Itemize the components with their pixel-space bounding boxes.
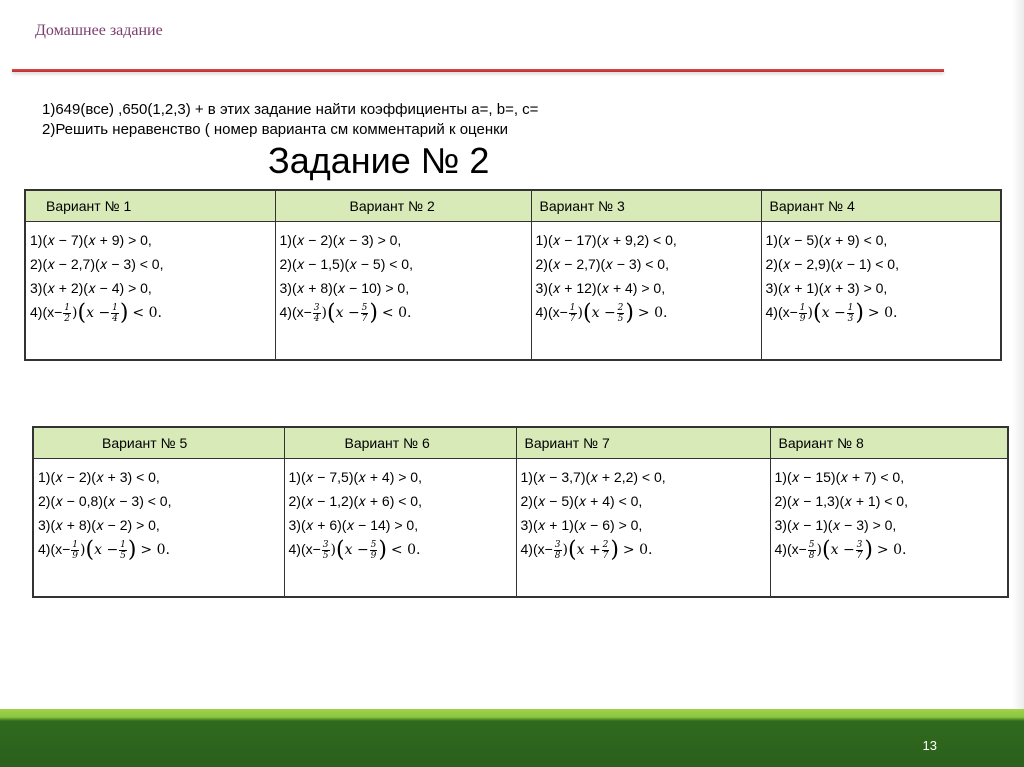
fraction: $\frac{2}{7}$ (602, 539, 609, 561)
eq4-prefix: 4)(x− (288, 541, 321, 557)
inequality-1: 1)(𝑥 − 17)(𝑥 + 9,2) < 0, (535, 232, 677, 248)
inequality-2: 2)(𝑥 − 5)(𝑥 + 4) < 0, (520, 493, 643, 509)
table-header-row (33, 427, 1008, 459)
eq4-prefix: 4)(x− (279, 304, 312, 320)
eq4-mid: 𝑥 − (335, 305, 360, 321)
fraction: $\frac{3}{7}$ (856, 539, 863, 561)
footer-bar (0, 709, 1024, 767)
eq4-prefix: 4)(x− (30, 304, 63, 320)
variant-header: Вариант № 1 (25, 190, 275, 222)
eq4-suffix: > 0. (622, 542, 653, 558)
variant-cell (275, 222, 531, 360)
variant-cell (33, 459, 284, 597)
inequality-4: 4)(x− $\frac{1}{9}$ )(𝑥 − $\frac{1}{3}$ ) > 0. (765, 300, 898, 326)
inequality-2: 2)(𝑥 − 1,5)(𝑥 − 5) < 0, (279, 256, 413, 272)
inequality-2: 2)(𝑥 − 0,8)(𝑥 − 3) < 0, (38, 493, 172, 509)
variant-header: Вариант № 4 (761, 190, 1001, 222)
variants-table-top (24, 189, 1002, 361)
eq4-prefix: 4)(x− (765, 304, 798, 320)
inequality-1: 1)(𝑥 − 7)(𝑥 + 9) > 0, (30, 232, 152, 248)
eq4-suffix: > 0. (867, 305, 898, 321)
eq4-suffix: < 0. (381, 305, 412, 321)
eq4-mid: 𝑥 − (94, 542, 119, 558)
variant-header: Вариант № 8 (770, 427, 1008, 459)
inequality-4: 4)(x− $\frac{1}{9}$ )(𝑥 − $\frac{1}{5}$ ) > 0. (38, 537, 170, 563)
fraction: $\frac{1}{4}$ (112, 302, 118, 324)
eq4-suffix: < 0. (390, 542, 421, 558)
variant-cell (770, 459, 1008, 597)
eq4-suffix: > 0. (637, 305, 668, 321)
eq4-mid: 𝑥 + (576, 542, 601, 558)
inequality-3: 3)(𝑥 + 2)(𝑥 − 4) > 0, (30, 280, 152, 296)
variant-cell (531, 222, 761, 360)
inequality-3: 3)(𝑥 − 1)(𝑥 − 3) > 0, (774, 517, 897, 533)
inequality-4: 4)(x− $\frac{1}{7}$ )(𝑥 − $\frac{2}{5}$ ) > 0. (535, 300, 668, 326)
table-header-row (25, 190, 1001, 222)
eq4-suffix: < 0. (132, 305, 162, 321)
page-number: 13 (922, 738, 937, 753)
eq4-prefix: 4)(x− (520, 541, 553, 557)
inequality-4: 4)(x− $\frac{3}{8}$ )(𝑥 + $\frac{2}{7}$ ) > 0. (520, 537, 653, 563)
inequality-2: 2)(𝑥 − 1,2)(𝑥 + 6) < 0, (288, 493, 422, 509)
variant-cell (761, 222, 1001, 360)
inequality-3: 3)(𝑥 + 1)(𝑥 − 6) > 0, (520, 517, 643, 533)
variant-header: Вариант № 6 (284, 427, 516, 459)
fraction: $\frac{3}{5}$ (322, 539, 329, 561)
homework-line-1: 1)649(все) ,650(1,2,3) + в этих задание найти коэффициенты a=, b=, c= (42, 101, 539, 118)
fraction: $\frac{2}{5}$ (617, 302, 624, 324)
inequality-4: 4)(x− $\frac{3}{5}$ )(𝑥 − $\frac{5}{9}$ ) < 0. (288, 537, 421, 563)
eq4-mid: 𝑥 − (821, 305, 846, 321)
variant-header: Вариант № 3 (531, 190, 761, 222)
fraction: $\frac{3}{8}$ (554, 539, 561, 561)
eq4-mid: 𝑥 − (344, 542, 369, 558)
table-body-row (33, 459, 1008, 597)
eq4-prefix: 4)(x− (535, 304, 568, 320)
variant-cell (516, 459, 770, 597)
eq4-prefix: 4)(x− (774, 541, 807, 557)
variant-cell (284, 459, 516, 597)
eq4-suffix: > 0. (140, 542, 170, 558)
variant-header: Вариант № 5 (33, 427, 284, 459)
eq4-suffix: > 0. (876, 542, 907, 558)
variant-header: Вариант № 2 (275, 190, 531, 222)
inequality-1: 1)(𝑥 − 2)(𝑥 − 3) > 0, (279, 232, 402, 248)
fraction: $\frac{1}{3}$ (847, 302, 854, 324)
fraction: $\frac{1}{5}$ (120, 539, 126, 561)
inequality-1: 1)(𝑥 − 5)(𝑥 + 9) < 0, (765, 232, 888, 248)
inequality-2: 2)(𝑥 − 2,7)(𝑥 − 3) < 0, (30, 256, 164, 272)
eq4-mid: 𝑥 − (86, 305, 111, 321)
inequality-4: 4)(x− $\frac{1}{2}$ )(𝑥 − $\frac{1}{4}$ ) < 0. (30, 300, 162, 326)
fraction: $\frac{5}{8}$ (808, 539, 815, 561)
fraction: $\frac{5}{7}$ (361, 302, 368, 324)
inequality-4: 4)(x− $\frac{5}{8}$ )(𝑥 − $\frac{3}{7}$ ) > 0. (774, 537, 907, 563)
inequality-3: 3)(𝑥 + 12)(𝑥 + 4) > 0, (535, 280, 666, 296)
inequality-3: 3)(𝑥 + 8)(𝑥 − 10) > 0, (279, 280, 410, 296)
inequality-3: 3)(𝑥 + 1)(𝑥 + 3) > 0, (765, 280, 888, 296)
inequality-1: 1)(𝑥 − 7,5)(𝑥 + 4) > 0, (288, 469, 422, 485)
variants-table-bottom (32, 426, 1009, 598)
fraction: $\frac{3}{4}$ (313, 302, 320, 324)
fraction: $\frac{1}{9}$ (799, 302, 806, 324)
inequality-1: 1)(𝑥 − 3,7)(𝑥 + 2,2) < 0, (520, 469, 666, 485)
inequality-4: 4)(x− $\frac{3}{4}$ )(𝑥 − $\frac{5}{7}$ ) < 0. (279, 300, 412, 326)
eq4-mid: 𝑥 − (830, 542, 855, 558)
fraction: $\frac{1}{9}$ (72, 539, 79, 561)
table-body-row (25, 222, 1001, 360)
fraction: $\frac{1}{2}$ (64, 302, 71, 324)
inequality-3: 3)(𝑥 + 6)(𝑥 − 14) > 0, (288, 517, 419, 533)
variant-cell (25, 222, 275, 360)
slide-edge-shadow (1012, 0, 1024, 709)
inequality-2: 2)(𝑥 − 2,7)(𝑥 − 3) < 0, (535, 256, 669, 272)
inequality-3: 3)(𝑥 + 8)(𝑥 − 2) > 0, (38, 517, 160, 533)
task-heading: Задание № 2 (268, 140, 490, 181)
homework-line-2: 2)Решить неравенство ( номер варианта см комментарий к оценки (42, 121, 509, 138)
eq4-prefix: 4)(x− (38, 541, 71, 557)
fraction: $\frac{1}{7}$ (569, 302, 576, 324)
inequality-2: 2)(𝑥 − 1,3)(𝑥 + 1) < 0, (774, 493, 908, 509)
inequality-2: 2)(𝑥 − 2,9)(𝑥 − 1) < 0, (765, 256, 899, 272)
homework-instructions (42, 100, 538, 140)
inequality-1: 1)(𝑥 − 2)(𝑥 + 3) < 0, (38, 469, 160, 485)
eq4-mid: 𝑥 − (591, 305, 616, 321)
variant-header: Вариант № 7 (516, 427, 770, 459)
slide-title: Домашнее задание (35, 22, 163, 39)
inequality-1: 1)(𝑥 − 15)(𝑥 + 7) < 0, (774, 469, 905, 485)
title-underline (12, 69, 944, 72)
fraction: $\frac{5}{9}$ (370, 539, 377, 561)
